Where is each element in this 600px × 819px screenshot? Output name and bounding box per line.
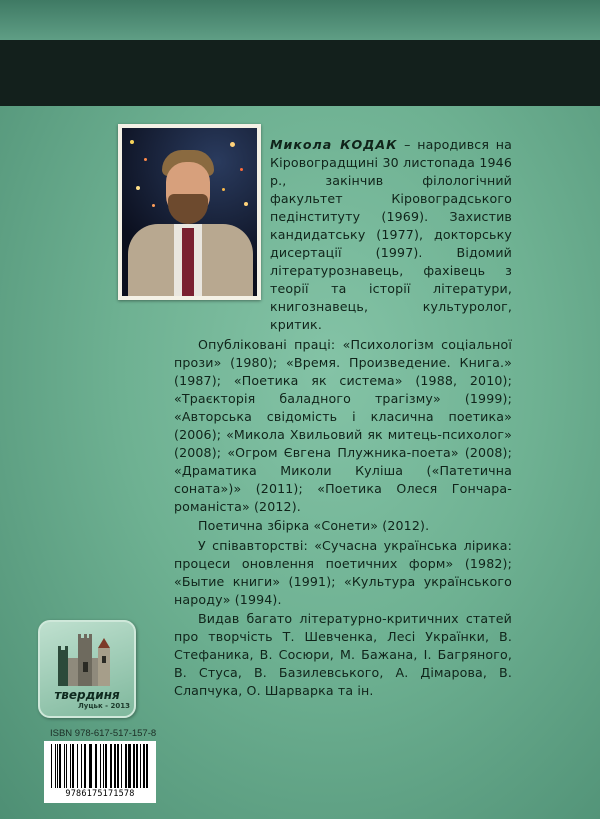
barcode-bar (72, 744, 74, 788)
barcode-bars (49, 744, 151, 788)
barcode-bar (57, 744, 58, 788)
barcode-bar (81, 744, 82, 788)
barcode-bar (140, 744, 141, 788)
bio-coauthor: У співавторстві: «Сучасна українська лірика: процеси оновлення поетичних форм» (1982); «Бытие книги» (1991); «Культура українського народу» (1994). (174, 537, 512, 607)
barcode-bar (117, 744, 119, 788)
bio-articles: Видав багато літературно-критичних статей про творчість Т. Шевченка, Лесі Українки, В. Стефаника, В. Сосюри, М. Бажана, І. Багряного, В. Стуса, В. Базилевського, А. Дімарова, В. Слапчука, О. Шарварка та ін. (174, 611, 512, 698)
bio-intro: – народився на Кіровоградщині 30 листопада 1946 р., закінчив філологічний факультет Кіровоградського педінституту (1969). Захистив кандидатську (1977), докторську дисертації (1997). Відомий літературознавець, фахівець з теорії та історії літератури, книгознавець, культуролог, критик. (270, 137, 512, 332)
bio-works: Опубліковані праці: «Психологізм соціальної прози» (1980); «Время. Произведение. Книга.» (1987); «Поетика як система» (1988, 2010); «Траєкторія баладного трагізму» (1999); «Авторська свідомість і класична поетика» (2006); «Микола Хвильовий як митець-психолог» (2008); «Огром Євгена Плужника-поета» (2008); «Драматика Миколи Куліша («Патетична соната»)» (2011); «Поетика Олеся Гончара-романіста» (2012). (174, 336, 512, 514)
bio-intro-paragraph (270, 136, 512, 334)
barcode-digits: 9786175171578 (65, 789, 135, 799)
barcode-bar (77, 744, 78, 788)
barcode-bar (110, 744, 112, 788)
barcode-bar (143, 744, 145, 788)
barcode-bar (128, 744, 131, 788)
publisher-logo (38, 620, 136, 718)
fortress-icon (54, 632, 120, 686)
barcode-bar (100, 744, 101, 788)
top-band (0, 0, 600, 40)
barcode-bar (55, 744, 56, 788)
isbn-label: ISBN 978-617-517-157-8 (50, 728, 157, 739)
barcode-bar (84, 744, 86, 788)
barcode-bar (136, 744, 138, 788)
barcode-bar (146, 744, 148, 788)
barcode-bar (66, 744, 67, 788)
barcode-bar (95, 744, 97, 788)
dark-band (0, 40, 600, 106)
barcode-bar (103, 744, 104, 788)
author-name: Микола КОДАК (270, 137, 398, 152)
barcode-bar (89, 744, 92, 788)
barcode-bar (59, 744, 61, 788)
barcode-bar (121, 744, 122, 788)
barcode-bar (51, 744, 52, 788)
barcode-bar (64, 744, 65, 788)
barcode-bar (125, 744, 127, 788)
barcode (44, 741, 156, 803)
barcode-bar (105, 744, 107, 788)
bio-poetry: Поетична збірка «Сонети» (2012). (198, 518, 430, 533)
barcode-bar (114, 744, 116, 788)
barcode-bar (70, 744, 71, 788)
publisher-tagline: Луцьк - 2013 (77, 702, 130, 710)
author-bio (174, 136, 512, 702)
barcode-bar (133, 744, 135, 788)
publisher-brand: твердиня (54, 688, 120, 702)
